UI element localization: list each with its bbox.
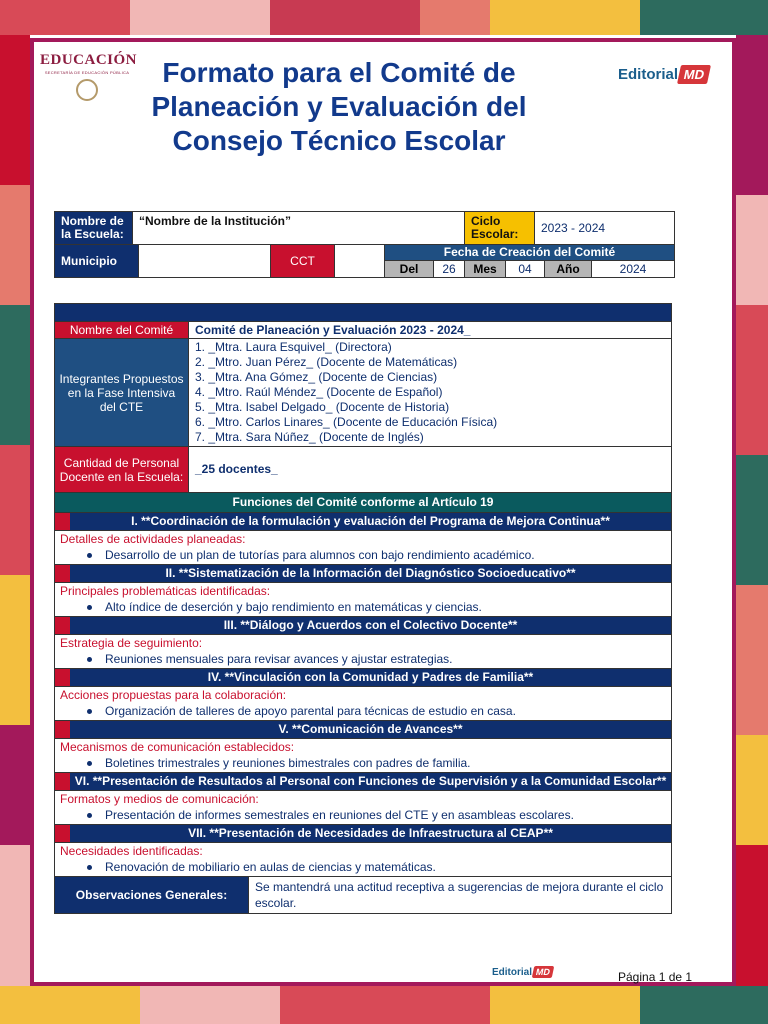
school-label: Nombre de la Escuela: — [55, 212, 133, 244]
members-list — [189, 339, 671, 446]
members-label: Integrantes Propuestos en la Fase Intensiva del CTE — [55, 339, 189, 446]
section-detail — [55, 531, 671, 565]
detail-item: Boletines trimestrales y reuniones bimestrales con padres de familia. — [105, 756, 471, 770]
staff-value: _25 docentes_ — [195, 462, 278, 476]
seal-icon — [76, 79, 98, 101]
member-item: 4. _Mtro. Raúl Méndez_ (Docente de Español) — [195, 385, 443, 399]
school-value: “Nombre de la Institución” — [133, 212, 465, 244]
page-number: Página 1 de 1 — [618, 970, 693, 984]
detail-label: Formatos y medios de comunicación: — [60, 792, 259, 806]
school-info-table — [54, 211, 675, 278]
list-item — [60, 859, 666, 875]
bullet-icon — [87, 865, 92, 870]
table-header-bar — [55, 304, 671, 322]
section-header — [55, 565, 671, 583]
member-item: 5. _Mtra. Isabel Delgado_ (Docente de Historia) — [195, 400, 450, 414]
member-item: 1. _Mtra. Laura Esquivel_ (Directora) — [195, 340, 392, 354]
anio-label: Año — [545, 261, 592, 277]
detail-item: Organización de talleres de apoyo parental para técnicas de estudio en casa. — [105, 704, 516, 718]
section-detail — [55, 687, 671, 721]
detail-label: Estrategia de seguimiento: — [60, 636, 203, 650]
editorial-logo-badge: MD — [677, 65, 711, 84]
detail-label: Detalles de actividades planeadas: — [60, 532, 246, 546]
list-item — [60, 807, 666, 823]
list-item — [60, 755, 666, 771]
committee-name-value: Comité de Planeación y Evaluación 2023 - 2024_ — [195, 323, 471, 337]
section-header — [55, 773, 671, 791]
cycle-label: Ciclo Escolar: — [465, 212, 535, 244]
bullet-icon — [87, 553, 92, 558]
observations-row — [55, 877, 671, 913]
section-detail — [55, 791, 671, 825]
footer-logo-badge: MD — [532, 966, 555, 978]
committee-name-label: Nombre del Comité — [55, 322, 189, 338]
municipio-value — [139, 245, 271, 277]
section-header — [55, 513, 671, 531]
section-detail — [55, 843, 671, 877]
detail-item: Reuniones mensuales para revisar avances y ajustar estrategias. — [105, 652, 453, 666]
functions-title: Funciones del Comité conforme al Artículo 19 — [55, 493, 671, 513]
list-item — [60, 599, 666, 615]
mes-label: Mes — [465, 261, 506, 277]
page-title: Formato para el Comité de Planeación y Evaluación del Consejo Técnico Escolar — [151, 57, 527, 156]
list-item — [60, 547, 666, 563]
section-title: IV. **Vinculación con la Comunidad y Padres de Familia** — [207, 670, 534, 684]
section-title: II. **Sistematización de la Información del Diagnóstico Socioeducativo** — [165, 566, 576, 580]
fecha-label: Fecha de Creación del Comité — [385, 245, 674, 261]
section-header — [55, 669, 671, 687]
cct-value — [335, 245, 385, 277]
section-title: VII. **Presentación de Necesidades de Infraestructura al CEAP** — [188, 826, 553, 840]
cct-label: CCT — [271, 245, 335, 277]
section-header — [55, 825, 671, 843]
detail-label: Acciones propuestas para la colaboración: — [60, 688, 287, 702]
cycle-value: 2023 - 2024 — [541, 221, 606, 235]
detail-label: Mecanismos de comunicación establecidos: — [60, 740, 295, 754]
section-title: III. **Diálogo y Acuerdos con el Colectivo Docente** — [223, 618, 518, 632]
member-item: 6. _Mtro. Carlos Linares_ (Docente de Educación Física) — [195, 415, 498, 429]
staff-label: Cantidad de Personal Docente en la Escuela: — [55, 447, 189, 492]
section-title: V. **Comunicación de Avances** — [278, 722, 463, 736]
observations-label: Observaciones Generales: — [55, 877, 249, 913]
member-item: 2. _Mtro. Juan Pérez_ (Docente de Matemáticas) — [195, 355, 458, 369]
list-item — [60, 651, 666, 667]
section-title: I. **Coordinación de la formulación y evaluación del Programa de Mejora Continua** — [131, 514, 610, 528]
footer-logo — [492, 966, 553, 978]
anio-value: 2024 — [619, 262, 647, 276]
list-item — [60, 703, 666, 719]
observations-value: Se mantendrá una actitud receptiva a sugerencias de mejora durante el ciclo escolar. — [255, 880, 664, 910]
member-item: 7. _Mtra. Sara Núñez_ (Docente de Inglés) — [195, 430, 424, 444]
section-detail — [55, 635, 671, 669]
sep-logo — [40, 52, 138, 101]
detail-item: Renovación de mobiliario en aulas de ciencias y matemáticas. — [105, 860, 436, 874]
mes-value: 04 — [506, 261, 545, 277]
editorial-logo-text: Editorial — [618, 65, 679, 83]
detail-label: Principales problemáticas identificadas: — [60, 584, 271, 598]
sep-logo-subtitle: SECRETARÍA DE EDUCACIÓN PÚBLICA — [44, 70, 130, 75]
section-detail — [55, 739, 671, 773]
footer-logo-text: Editorial — [492, 966, 533, 978]
bullet-icon — [87, 709, 92, 714]
detail-label: Necesidades identificadas: — [60, 844, 203, 858]
municipio-label: Municipio — [55, 245, 139, 277]
section-header — [55, 721, 671, 739]
detail-item: Desarrollo de un plan de tutorías para alumnos con bajo rendimiento académico. — [105, 548, 535, 562]
bullet-icon — [87, 605, 92, 610]
member-item: 3. _Mtra. Ana Gómez_ (Docente de Ciencias) — [195, 370, 438, 384]
section-title: VI. **Presentación de Resultados al Personal con Funciones de Supervisión y a la Comunidad Escolar** — [74, 774, 667, 788]
bullet-icon — [87, 761, 92, 766]
detail-item: Alto índice de deserción y bajo rendimiento en matemáticas y ciencias. — [105, 600, 482, 614]
sep-logo-text: EDUCACIÓN — [40, 52, 138, 68]
document-page — [30, 38, 736, 986]
bullet-icon — [87, 813, 92, 818]
section-header — [55, 617, 671, 635]
committee-table — [54, 303, 672, 914]
editorial-logo — [618, 54, 709, 94]
section-detail — [55, 583, 671, 617]
del-value: 26 — [434, 261, 465, 277]
del-label: Del — [385, 261, 434, 277]
detail-item: Presentación de informes semestrales en reuniones del CTE y en asambleas escolares. — [105, 808, 574, 822]
bullet-icon — [87, 657, 92, 662]
